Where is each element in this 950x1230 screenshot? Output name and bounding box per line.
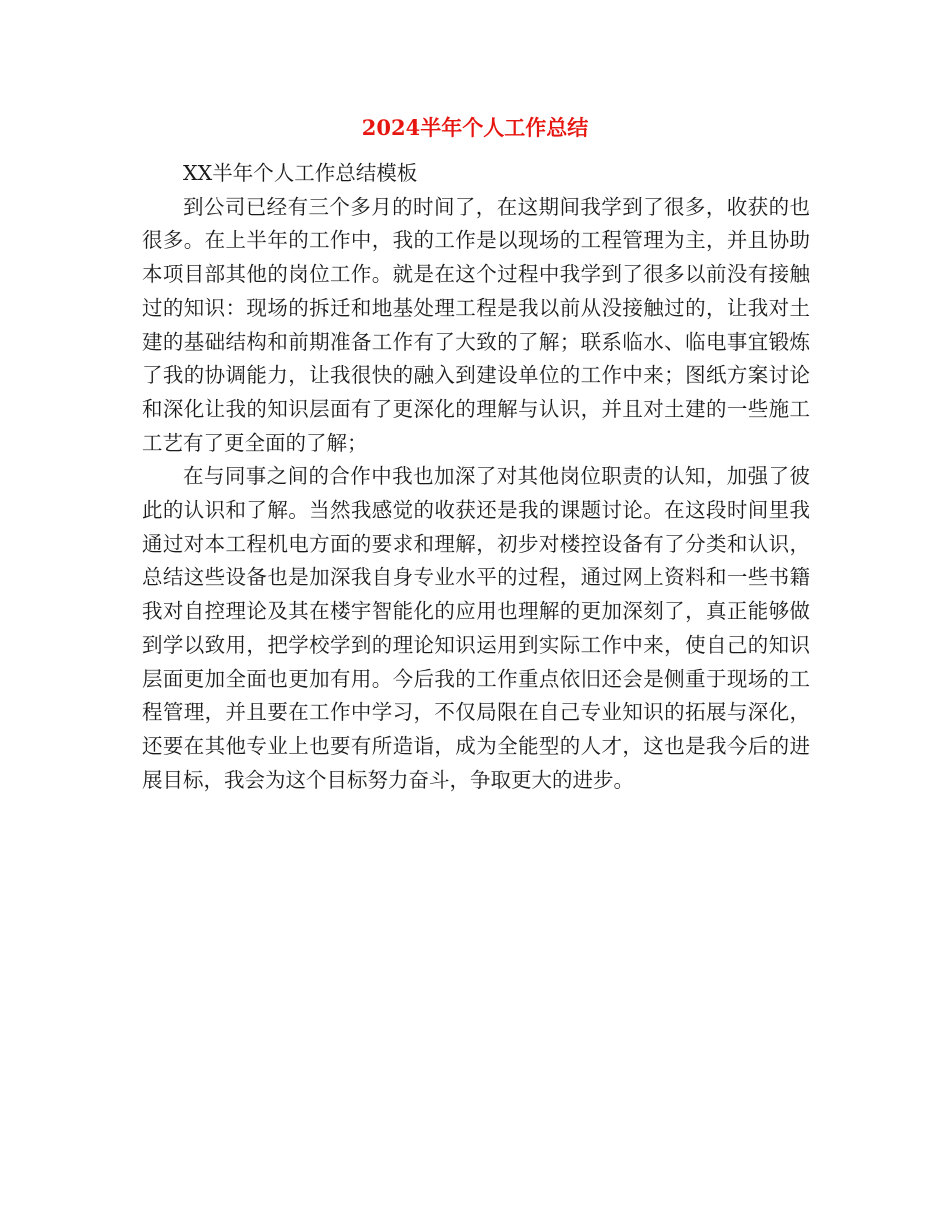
document-subtitle: XX半年个人工作总结模板 (183, 161, 418, 185)
paragraph-1: 到公司已经有三个多月的时间了，在这期间我学到了很多，收获的也很多。在上半年的工作中，我的工作是以现场的工程管理为主，并且协助本项目部其他的岗位工作。就是在这个过程中我学到了很多以前没有接触过的知识：现场的拆迁和地基处理工程是我以前从没接触过的，让我对土建的基础结构和前期准备工作有了大致的了解；联系临水、临电事宜锻炼了我的协调能力，让我很快的融入到建设单位的工作中来；图纸方案讨论和深化让我的知识层面有了更深化的理解与认识，并且对土建的一些施工工艺有了更全面的了解； (142, 194, 810, 455)
paragraph-2: 在与同事之间的合作中我也加深了对其他岗位职责的认知，加强了彼此的认识和了解。当然我感觉的收获还是我的课题讨论。在这段时间里我通过对本工程机电方面的要求和理解，初步对楼控设备有了分类和认识，总结这些设备也是加深我自身专业水平的过程，通过网上资料和一些书籍我对自控理论及其在楼宇智能化的应用也理解的更加深刻了，真正能够做到学以致用，把学校学到的理论知识运用到实际工作中来，使自己的知识层面更加全面也更加有用。今后我的工作重点依旧还会是侧重于现场的工程管理，并且要在工作中学习，不仅局限在自己专业知识的拓展与深化，还要在其他专业上也要有所造诣，成为全能型的人才，这也是我今后的进展目标，我会为这个目标努力奋斗，争取更大的进步。 (142, 464, 810, 792)
document-title: 2024半年个人工作总结 (361, 115, 589, 140)
document-body (142, 157, 810, 797)
